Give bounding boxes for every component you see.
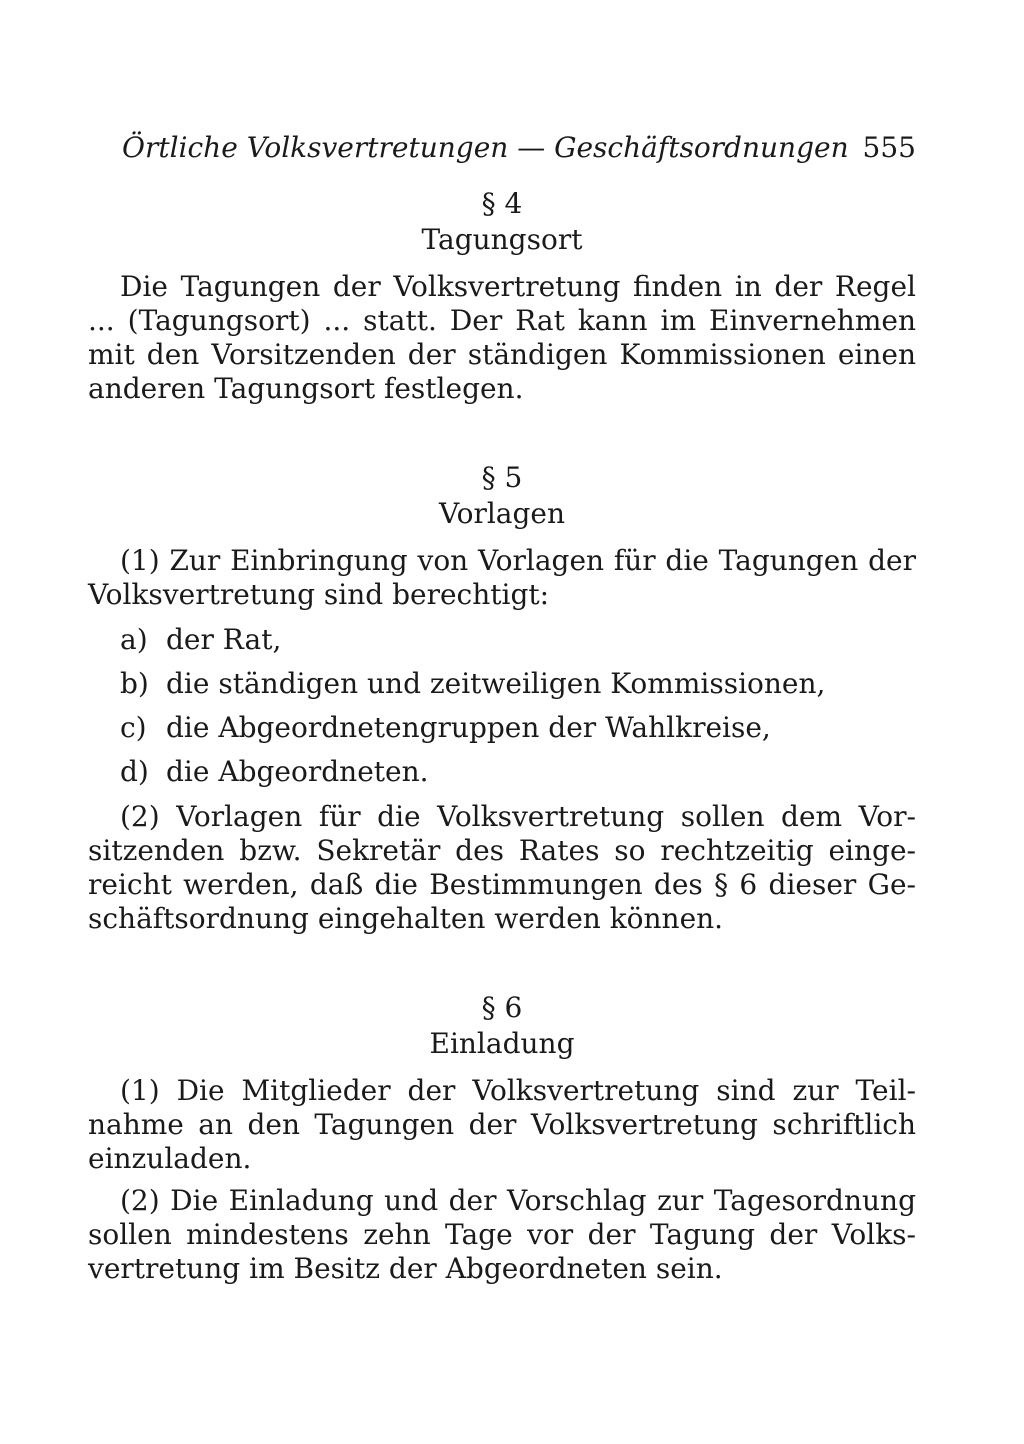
- section-number: § 4: [481, 187, 523, 220]
- paragraph: (2) Vorlagen für die Volksvertretung sollen dem Vorsitzenden bzw. Sekretär des Rates so rechtzeitig eingereicht werden, daß die Bestimmungen des § 6 dieser Geschäftsordnung eingehalten werden können.: [88, 800, 916, 935]
- section-5: [88, 460, 916, 936]
- running-title: Örtliche Volksvertretungen — Geschäftsordnungen: [122, 131, 849, 164]
- list-item: [88, 706, 916, 750]
- list-item-text: die Abgeordnetengruppen der Wahlkreise,: [166, 711, 771, 744]
- list-item-text: die Abgeordneten.: [166, 755, 429, 788]
- section-6: [88, 990, 916, 1286]
- section-number: § 5: [481, 461, 523, 494]
- page-number: 555: [862, 131, 916, 164]
- enumeration-list: [88, 618, 916, 794]
- list-item-label: a): [120, 623, 148, 656]
- paragraph: (1) Zur Einbringung von Vorlagen für die Tagungen der Volksvertretung sind berechtigt:: [88, 544, 916, 611]
- section-spacer: [88, 936, 916, 990]
- list-item: [88, 750, 916, 794]
- paragraph-spacer: [88, 1176, 916, 1184]
- document-page: [88, 128, 916, 1286]
- list-item-text: der Rat,: [166, 623, 282, 656]
- section-4: [88, 186, 916, 406]
- list-item-label: d): [120, 755, 149, 788]
- section-title: Einladung: [429, 1027, 575, 1060]
- list-item: [88, 618, 916, 662]
- section-title: Tagungsort: [421, 223, 583, 256]
- list-item-label: b): [120, 667, 149, 700]
- paragraph: Die Tagungen der Volksvertretung finden in der Regel ... (Tagungsort) ... statt. Der Rat kann im Einvernehmen mit den Vorsitzenden der ständigen Kommissionen einen anderen Tagungsort festlegen.: [88, 270, 916, 405]
- list-item: [88, 662, 916, 706]
- list-item-text: die ständigen und zeitweiligen Kommissionen,: [166, 667, 826, 700]
- paragraph: (1) Die Mitglieder der Volksvertretung sind zur Teilnahme an den Tagungen der Volksvertretung schriftlich einzuladen.: [88, 1074, 916, 1175]
- section-spacer: [88, 406, 916, 460]
- section-number: § 6: [481, 991, 523, 1024]
- running-header: [88, 128, 916, 168]
- list-item-label: c): [120, 711, 147, 744]
- paragraph: (2) Die Einladung und der Vorschlag zur Tagesordnung sollen mindestens zehn Tage vor der Tagung der Volksvertretung im Besitz der Abgeordneten sein.: [88, 1184, 916, 1285]
- section-title: Vorlagen: [438, 497, 566, 530]
